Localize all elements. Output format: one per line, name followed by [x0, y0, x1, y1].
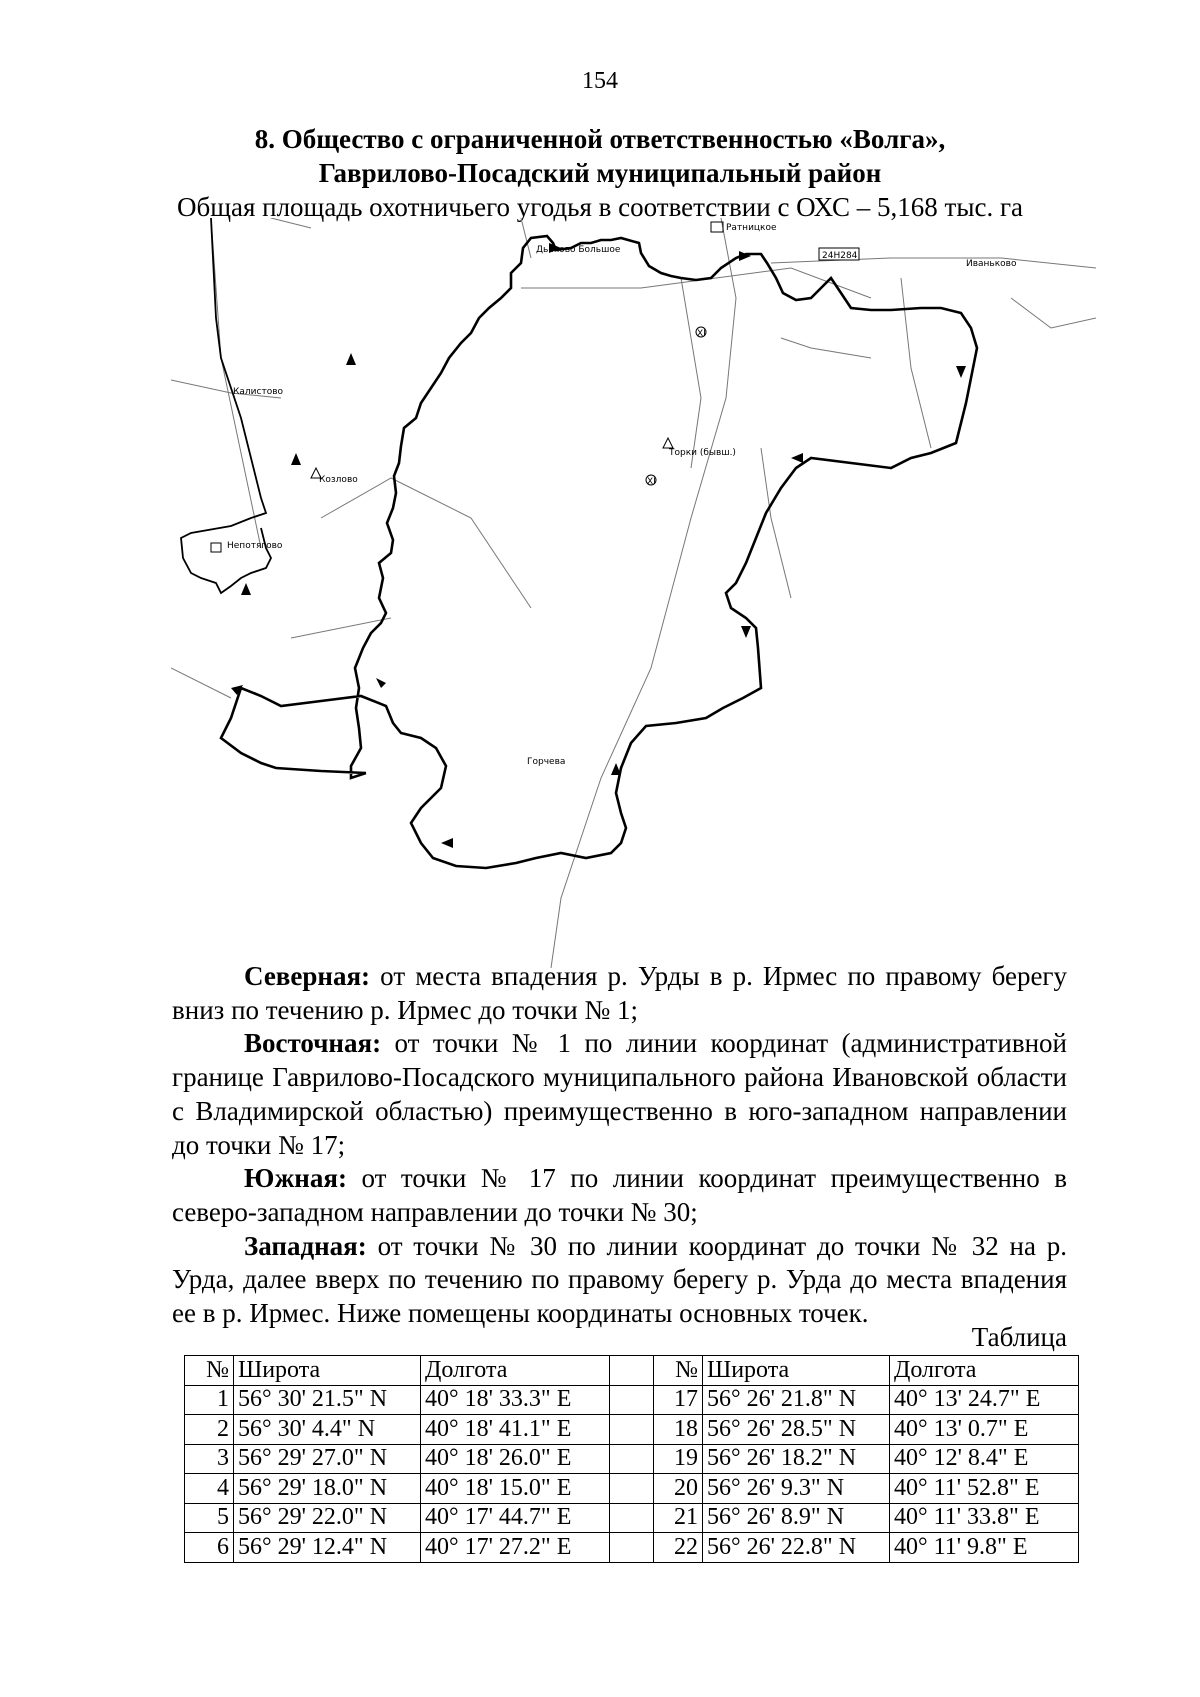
table-row	[185, 1474, 1079, 1504]
hunting-ground-map	[171, 218, 1096, 968]
boundary-east-label: Восточная:	[244, 1028, 382, 1059]
table-cell: 56° 26' 9.3" N	[703, 1474, 890, 1504]
boundary-south-text: от точки № 17 по линии координат преимущественно в северо-западном направлении до точки № 30;	[172, 1163, 1067, 1227]
table-cell: 40° 11' 9.8" E	[890, 1533, 1079, 1563]
table-cell: 56° 26' 8.9" N	[703, 1503, 890, 1533]
page-number: 154	[582, 68, 618, 94]
coordinates-table	[184, 1355, 1079, 1563]
boundary-description	[172, 960, 1067, 1331]
header-cell: Широта	[234, 1356, 421, 1386]
boundary-north-text: от места впадения р. Урды в р. Ирмес по правому берегу вниз по течению р. Ирмес до точки № 1;	[172, 961, 1067, 1025]
table-cell: 18	[654, 1415, 703, 1445]
table-row	[185, 1444, 1079, 1474]
table-cell	[610, 1474, 654, 1504]
boundary-arrows	[231, 243, 966, 848]
header-cell: Широта	[703, 1356, 890, 1386]
boundary-west	[172, 1230, 1067, 1331]
map-label-gorcheva: Горчева	[527, 757, 566, 767]
table-cell: 56° 30' 4.4" N	[234, 1415, 421, 1445]
section-title-line-2: Гаврилово-Посадский муниципальный район	[318, 158, 882, 188]
table-cell: 17	[654, 1385, 703, 1415]
header-cell: Долгота	[421, 1356, 610, 1386]
map-label-dyakovo: Дьяково Большое	[536, 245, 621, 255]
table-cell	[610, 1415, 654, 1445]
boundary-west-label: Западная:	[244, 1230, 367, 1261]
table-cell: 40° 13' 0.7" E	[890, 1415, 1079, 1445]
table-cell	[610, 1444, 654, 1474]
table-cell: 3	[185, 1444, 234, 1474]
map-markers	[211, 222, 723, 552]
table-cell: 40° 18' 15.0" E	[421, 1474, 610, 1504]
table-cell: 40° 18' 26.0" E	[421, 1444, 610, 1474]
table-cell: 40° 11' 33.8" E	[890, 1503, 1079, 1533]
table-cell: 21	[654, 1503, 703, 1533]
table-cell: 56° 29' 22.0" N	[234, 1503, 421, 1533]
header-cell	[610, 1356, 654, 1386]
table-row	[185, 1503, 1079, 1533]
table-cell: 56° 30' 21.5" N	[234, 1385, 421, 1415]
map-label-road: 24Н284	[822, 251, 858, 261]
table-cell: 56° 26' 22.8" N	[703, 1533, 890, 1563]
map-marker-label-1: XI	[697, 329, 706, 339]
table-cell: 56° 29' 18.0" N	[234, 1474, 421, 1504]
table-cell: 40° 13' 24.7" E	[890, 1385, 1079, 1415]
table-cell: 56° 26' 28.5" N	[703, 1415, 890, 1445]
boundary-south-label: Южная:	[244, 1163, 347, 1194]
map-label-kalistovo: Калистово	[233, 387, 284, 397]
header-cell: №	[654, 1356, 703, 1386]
table-cell: 22	[654, 1533, 703, 1563]
table-cell: 56° 26' 21.8" N	[703, 1385, 890, 1415]
header-cell: №	[185, 1356, 234, 1386]
table-cell: 4	[185, 1474, 234, 1504]
hunting-ground-boundary	[221, 236, 977, 868]
district-boundary-west	[181, 218, 271, 593]
map-label-ivankovo: Иваньково	[966, 259, 1017, 269]
table-cell: 40° 11' 52.8" E	[890, 1474, 1079, 1504]
table-cell: 40° 17' 44.7" E	[421, 1503, 610, 1533]
table-cell: 5	[185, 1503, 234, 1533]
table-cell: 56° 29' 27.0" N	[234, 1444, 421, 1474]
table-caption: Таблица	[971, 1322, 1067, 1352]
table-cell: 56° 26' 18.2" N	[703, 1444, 890, 1474]
table-cell: 19	[654, 1444, 703, 1474]
table-cell: 1	[185, 1385, 234, 1415]
table-row	[185, 1415, 1079, 1445]
section-title-line-1: 8. Общество с ограниченной ответственностью «Волга»,	[254, 124, 946, 154]
table-row	[185, 1385, 1079, 1415]
header-cell: Долгота	[890, 1356, 1079, 1386]
boundary-east-text: от точки № 1 по линии координат (административной границе Гаврилово-Посадского муниципального района Ивановской области с Владимирской областью) преимущественно в юго-западном направлении до точки № 17;	[172, 1028, 1067, 1160]
map-label-torki: Торки (бывш.)	[669, 448, 736, 458]
table-cell	[610, 1533, 654, 1563]
table-cell: 56° 29' 12.4" N	[234, 1533, 421, 1563]
table-row	[185, 1533, 1079, 1563]
map-roads	[171, 218, 1096, 968]
table-cell: 6	[185, 1533, 234, 1563]
table-cell	[610, 1385, 654, 1415]
area-subtitle: Общая площадь охотничьего угодья в соответствии с ОХС – 5,168 тыс. га	[176, 192, 1024, 222]
map-marker-label-2: XI	[647, 477, 656, 487]
map-label-ratnitskoe: Ратницкое	[726, 223, 777, 233]
table-cell: 20	[654, 1474, 703, 1504]
table-header-row	[185, 1356, 1079, 1386]
boundary-south	[172, 1162, 1067, 1229]
table-cell: 40° 12' 8.4" E	[890, 1444, 1079, 1474]
map-label-nepotyagovo: Непотягово	[227, 541, 283, 551]
boundary-west-text: от точки № 30 по линии координат до точки № 32 на р. Урда, далее вверх по течению по правому берегу р. Урда до места впадения ее в р. Ирмес. Ниже помещены координаты основных точек.	[172, 1230, 1068, 1329]
table-cell: 2	[185, 1415, 234, 1445]
table-cell: 40° 18' 41.1" E	[421, 1415, 610, 1445]
table-cell	[610, 1503, 654, 1533]
map-label-kozlovo: Козлово	[319, 475, 358, 485]
boundary-north	[172, 960, 1067, 1027]
boundary-east	[172, 1027, 1067, 1162]
table-cell: 40° 18' 33.3" E	[421, 1385, 610, 1415]
boundary-north-label: Северная:	[244, 961, 371, 991]
table-cell: 40° 17' 27.2" E	[421, 1533, 610, 1563]
